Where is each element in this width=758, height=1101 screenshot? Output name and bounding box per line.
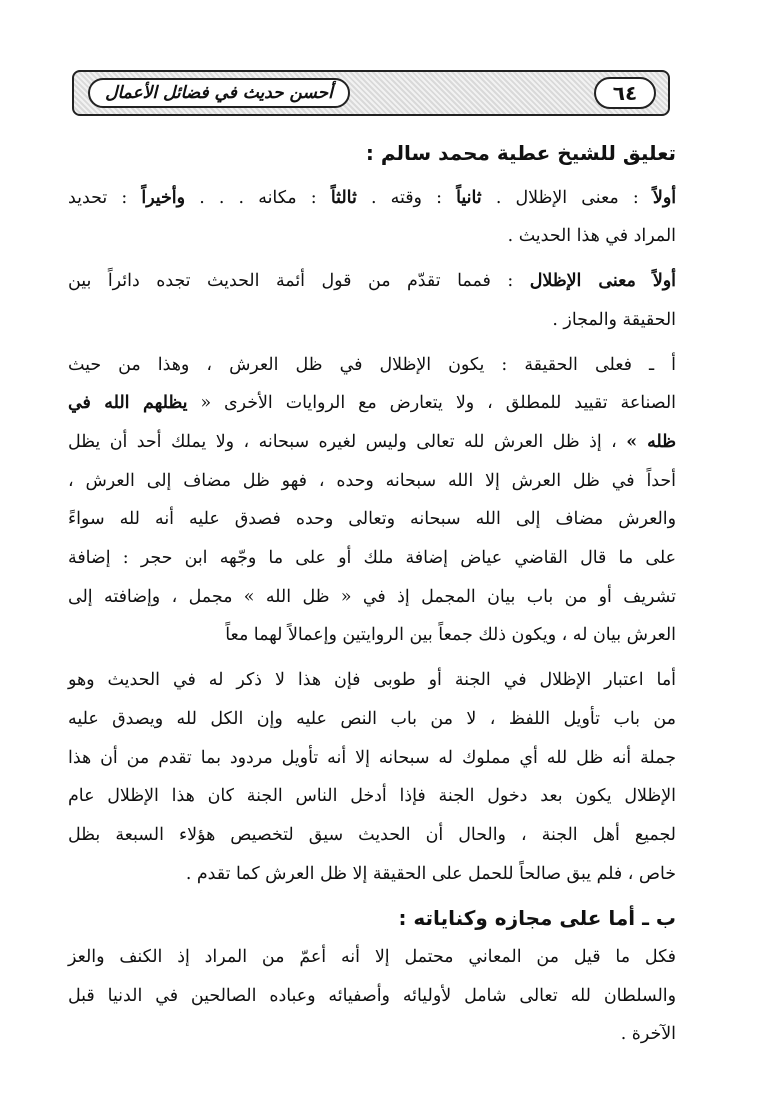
intro-line-1 [68,179,676,218]
hadith-quote: يظلهم الله في [68,393,188,414]
last-text: : تحديد [68,187,128,208]
comment-heading: تعليق للشيخ عطية محمد سالم : [365,141,676,165]
literal-line-1: أ ـ فعلى الحقيقة : يكون الإظلال في ظل العرش ، وهذا من حيث [68,354,676,375]
metaphor-heading: ب ـ أما على مجازه وكناياته : [398,906,676,931]
second-text: : وقته . [370,187,442,208]
literal-line-3-text: ، إذ ظل العرش لله تعالى وليس لغيره سبحانه ، ولا يملك أحد أن يظل [68,431,617,452]
meaning-label: أولاً معنى الإظلال [529,271,677,292]
meaning-text: : فمما تقدّم من قول أئمة الحديث تجده دائراً بين [68,271,514,292]
page-number: ٦٤ [594,77,656,109]
first-label: أولاً [652,187,677,208]
literal-line-8: العرش بيان له ، ويكون ذلك جمعاً بين الروايتين وإعمالاً لهما معاً [225,625,676,646]
second-label: ثانياً [456,187,482,208]
literal-line-2-text: الصناعة تقييد للمطلق ، ولا يتعارض مع الروايات الأخرى « [200,393,676,414]
page-body [68,134,676,1054]
literal-line-6: على ما قال القاضي عياض إضافة ملك أو على ما وجّهه ابن حجر : إضافة [68,548,676,569]
meaning-line-1 [68,262,676,301]
page-header [72,70,670,116]
literal-line-4: أحداً في ظل العرش إلا الله سبحانه وحده ، فهو ظل مضاف إلى العرش ، [68,470,676,491]
book-title: أحسن حديث في فضائل الأعمال [88,78,350,108]
literal-line-7: تشريف أو من باب بيان المجمل إذ في « ظل الله » مجمل ، وإضافته إلى [68,586,676,607]
hadith-quote-end: ظله » [626,431,676,452]
paradise-line-6: خاص ، فلم يبق صالحاً للحمل على الحقيقة إلا ظل العرش كما تقدم . [185,863,676,884]
first-text: : معنى الإظلال . [495,187,639,208]
paradise-line-3: جملة أنه ظل لله أي مملوك له سبحانه إلا أنه تأويل مردود بما تقدم من أن هذا [68,747,676,768]
meaning-line-2: الحقيقة والمجاز . [552,309,676,330]
literal-line-3 [68,423,676,462]
metaphor-line-2: والسلطان لله تعالى شامل لأوليائه وأصفيائه وعباده الصالحين في الدنيا قبل [68,985,676,1006]
paradise-line-4: الإظلال يكون بعد دخول الجنة فإذا أدخل الناس الجنة كان هذا الإظلال عام [68,786,676,807]
paradise-line-1: أما اعتبار الإظلال في الجنة أو طوبى فإن هذا لا ذكر له في الحديث وهو [68,670,676,691]
literal-line-5: والعرش مضاف إلى الله سبحانه وتعالى وحده فصدق عليه أنه لله سواءً [68,509,676,530]
metaphor-line-1: فكل ما قيل من المعاني محتمل إلا أنه أعمّ من المراد إذ الكنف والعز [68,947,676,968]
literal-line-2 [68,384,676,423]
metaphor-line-3: الآخرة . [620,1024,676,1045]
third-text: : مكانه . . . [199,187,317,208]
paradise-line-5: لجميع أهل الجنة ، والحال أن الحديث سيق لتخصيص هؤلاء السبعة بظل [68,824,676,845]
paradise-line-2: من باب تأويل اللفظ ، لا من باب النص عليه وإن الكل لله ويصدق عليه [68,708,676,729]
last-label: وأخيراً [141,187,186,208]
third-label: ثالثاً [330,187,357,208]
intro-line-2: المراد في هذا الحديث . [507,226,676,247]
